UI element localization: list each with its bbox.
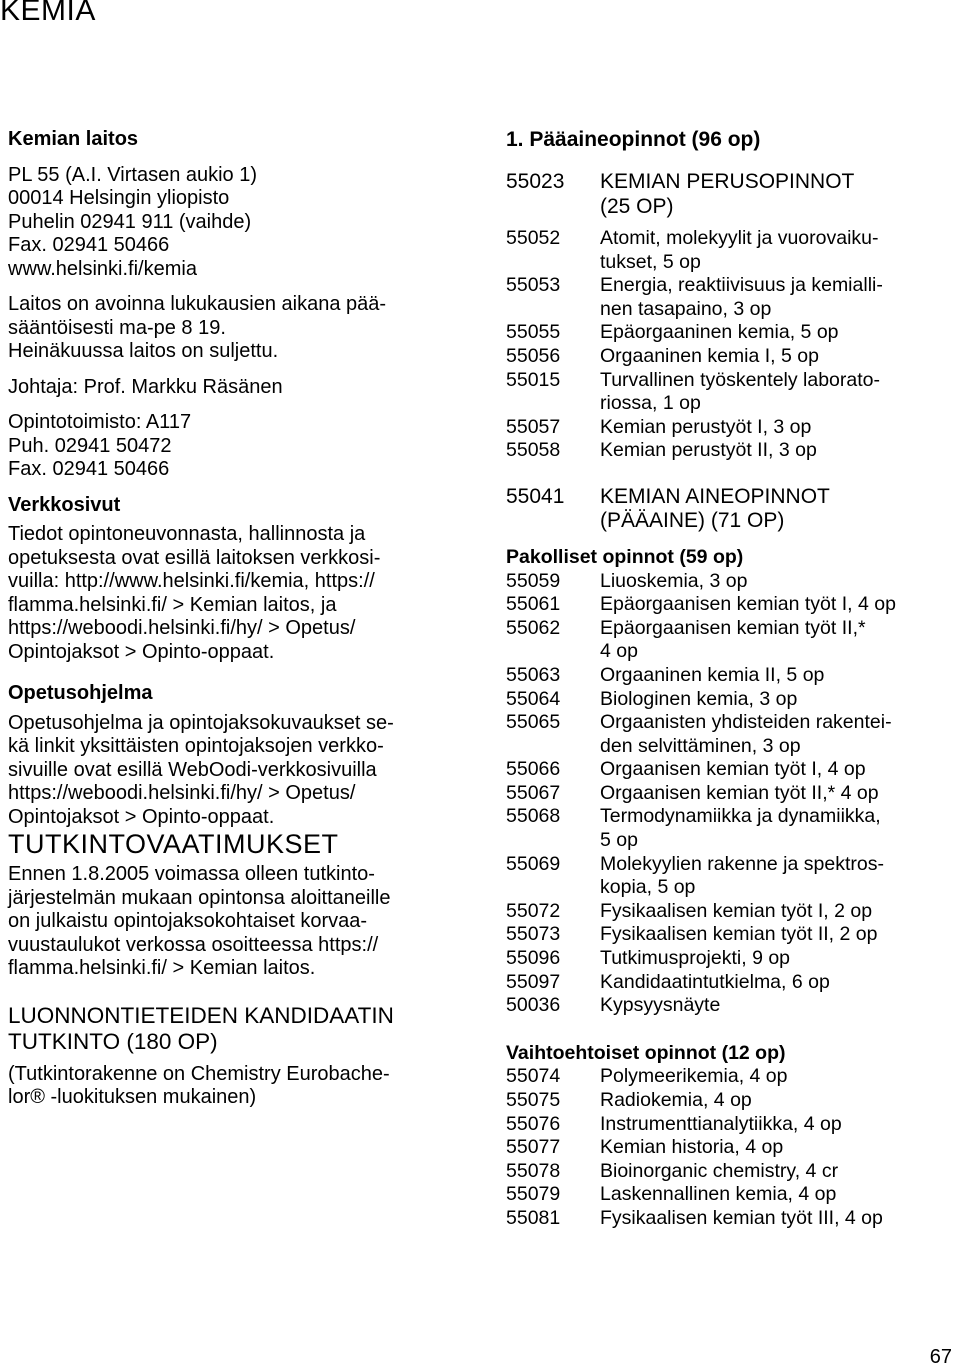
course-name-line: 5 op [600,829,638,852]
course-name [600,321,958,345]
degree-note-line: (Tutkintorakenne on Chemistry Eurobache- [8,1062,390,1085]
course-row [506,1113,958,1137]
course-name [600,170,854,219]
course-name-line: Kemian historia, 4 op [600,1136,784,1159]
course-name-line: Kemian perustyöt II, 3 op [600,439,817,462]
course-name-line: Fysikaalisen kemian työt II, 2 op [600,923,878,946]
curriculum-text-line: kä linkit yksittäisten opintojaksojen verkko- [8,735,384,757]
course-name [600,923,958,947]
degree-note [8,1063,463,1110]
department-info [8,128,463,1110]
office-phone: Puh. 02941 50472 [8,434,172,457]
website-link[interactable]: www.helsinki.fi/kemia [8,257,197,280]
course-name [600,345,958,369]
course-name-line: Termodynamiikka ja dynamiikka, [600,805,881,828]
course-name-line: Molekyylien rakenne ja spektros- [600,852,884,875]
course-row [506,369,958,416]
course-name-line: kopia, 5 op [600,876,696,899]
course-row [506,900,958,924]
course-name [600,1160,958,1184]
director-line: Johtaja: Prof. Markku Räsänen [8,375,283,398]
course-name [600,805,958,852]
opening-line: Laitos on avoinna lukukausien aikana pää- [8,293,387,315]
office-line: Opintotoimisto: A117 [8,411,192,433]
course-name-line: Instrumenttianalytiikka, 4 op [600,1112,842,1135]
course-name [600,1113,958,1137]
course-name [600,688,958,712]
course-row [506,782,958,806]
office-fax: Fax. 02941 50466 [8,458,170,480]
web-text [8,523,463,664]
course-name [600,971,958,995]
course-name-line: Fysikaalisen kemian työt I, 2 op [600,899,873,922]
optional-title: Vaihtoehtoiset opinnot (12 op) [506,1041,786,1064]
web-title: Verkkosivut [8,493,121,516]
course-name-line: Energia, reaktiivisuus ja kemialli- [600,274,883,297]
curriculum-text-line: https://weboodi.helsinki.fi/hy/ > Opetus/ [8,782,356,804]
mandatory-title: Pakolliset opinnot (59 op) [506,545,744,568]
course-code: 55078 [506,1159,561,1182]
course-row [506,345,958,369]
course-code: 55069 [506,852,561,875]
course-name [600,1089,958,1113]
course-name [600,1065,958,1089]
course-name [600,664,958,688]
mandatory-courses-list [506,570,958,1018]
course-code: 55076 [506,1112,561,1135]
course-name [600,853,958,900]
course-code: 55062 [506,616,561,639]
course-name-line: Epäorgaanisen kemian työt I, 4 op [600,593,896,616]
course-code: 55041 [506,484,565,508]
course-name [600,947,958,971]
optional-courses-list [506,1065,958,1230]
course-name-line: nen tasapaino, 3 op [600,297,772,320]
course-name-line: tukset, 5 op [600,250,701,273]
course-name [600,274,958,321]
course-code: 55064 [506,687,561,710]
course-code: 55061 [506,593,561,616]
degree-title-line: TUTKINTO (180 OP) [8,1028,218,1054]
course-row [506,617,958,664]
course-name-line: Kypsyysnäyte [600,994,721,1017]
course-name-line: Epäorgaaninen kemia, 5 op [600,321,839,344]
curriculum-text [8,712,463,830]
course-row [506,593,958,617]
course-name-line: Biologinen kemia, 3 op [600,687,798,710]
page-header: KEMIA [0,0,96,27]
course-name [600,485,830,534]
intermediate-studies-block [506,485,958,534]
course-code: 55058 [506,439,561,462]
requirements-text-line: järjestelmän mukaan opintonsa aloittaneille [8,886,391,909]
course-name-line: Tutkimusprojekti, 9 op [600,947,791,970]
curriculum-text-line: Opetusohjelma ja opintojaksokuvaukset se- [8,711,394,734]
course-code: 55015 [506,368,561,391]
course-code: 55081 [506,1206,561,1229]
curriculum-text-line: Opintojaksot > Opinto-oppaat. [8,805,275,828]
course-name [600,994,958,1018]
curriculum-text-line: sivuille ovat esillä WebOodi-verkkosivuilla [8,758,377,781]
course-row [506,971,958,995]
course-name-line: Polymeerikemia, 4 op [600,1065,788,1088]
curriculum-title: Opetusohjelma [8,682,153,704]
opening-line: sääntöisesti ma-pe 8 19. [8,316,226,339]
course-name-line: KEMIAN AINEOPINNOT [600,484,830,508]
course-name-line: Orgaanisten yhdisteiden rakentei- [600,711,892,734]
basic-courses-list [506,227,958,463]
course-name [600,782,958,806]
course-row [506,947,958,971]
requirements-text-line: Ennen 1.8.2005 voimassa olleen tutkinto- [8,863,375,885]
course-name-line: Orgaaninen kemia II, 5 op [600,663,825,686]
phone-line: Puhelin 02941 911 (vaihde) [8,210,252,233]
course-code: 55023 [506,170,565,193]
course-name [600,1136,958,1160]
department-title: Kemian laitos [8,128,139,150]
course-code: 55077 [506,1136,561,1159]
course-name-line: Fysikaalisen kemian työt III, 4 op [600,1206,883,1229]
course-code: 55068 [506,805,561,828]
course-name-line: (25 OP) [600,194,674,218]
course-name-line: Liuoskemia, 3 op [600,569,748,592]
course-code: 55055 [506,321,561,344]
course-row [506,439,958,463]
course-name-line: Orgaanisen kemian työt I, 4 op [600,758,866,781]
right-column [506,128,958,1231]
course-code: 55079 [506,1183,561,1206]
course-row [506,853,958,900]
requirements-title: TUTKINTOVAATIMUKSET [8,829,339,859]
course-name [600,711,958,758]
web-text-line: flamma.helsinki.fi/ > Kemian laitos, ja [8,593,337,616]
course-row [506,1183,958,1207]
course-name [600,593,958,617]
course-name-line: Radiokemia, 4 op [600,1089,752,1111]
course-row [506,1207,958,1231]
course-row [506,923,958,947]
course-name-line: KEMIAN PERUSOPINNOT [600,170,855,193]
course-code: 55056 [506,344,561,367]
opening-line: Heinäkuussa laitos on suljettu. [8,340,279,362]
course-name [600,570,958,594]
course-name [600,227,958,274]
course-name-line: Atomit, molekyylit ja vuorovaiku- [600,227,879,249]
course-row [506,664,958,688]
course-row [506,688,958,712]
course-name [600,758,958,782]
course-code: 55067 [506,781,561,804]
course-name [600,369,958,416]
course-row [506,1160,958,1184]
requirements-text [8,863,463,981]
course-name-line: (PÄÄAINE) (71 OP) [600,509,785,533]
course-row [506,274,958,321]
web-text-line: vuilla: http://www.helsinki.fi/kemia, https:// [8,570,375,592]
address-line: 00014 Helsingin yliopisto [8,187,230,209]
course-row [506,227,958,274]
course-name [600,439,958,463]
course-row [506,1136,958,1160]
course-code: 55059 [506,569,561,592]
course-row [506,1089,958,1113]
course-name-line: 4 op [600,640,638,663]
course-name [600,1183,958,1207]
course-row [506,805,958,852]
course-code: 55063 [506,663,561,686]
course-code: 55072 [506,899,561,922]
course-code: 55074 [506,1065,561,1088]
course-row [506,1065,958,1089]
web-text-line: Opintojaksot > Opinto-oppaat. [8,640,275,663]
course-name [600,1207,958,1231]
course-code: 55057 [506,415,561,438]
course-name-line: Laskennallinen kemia, 4 op [600,1183,837,1206]
basic-studies-block [506,170,958,219]
course-row [506,758,958,782]
course-name [600,900,958,924]
course-row [506,570,958,594]
requirements-text-line: flamma.helsinki.fi/ > Kemian laitos. [8,957,316,979]
course-code: 55097 [506,970,561,993]
requirements-text-line: on julkaistu opintojaksokohtaiset korvaa- [8,910,368,932]
course-code: 55065 [506,711,561,734]
web-text-line: https://weboodi.helsinki.fi/hy/ > Opetus/ [8,617,356,639]
web-text-line: opetuksesta ovat esillä laitoksen verkkosi- [8,546,381,569]
web-text-line: Tiedot opintoneuvonnasta, hallinnosta ja [8,523,366,545]
degree-title [8,1003,463,1055]
course-name-line: Bioinorganic chemistry, 4 cr [600,1159,839,1182]
course-code: 55096 [506,947,561,970]
course-row [506,994,958,1018]
course-name [600,617,958,664]
course-row [506,416,958,440]
course-name-line: Turvallinen työskentely laborato- [600,368,880,391]
page-number: 67 [929,1346,952,1368]
course-code: 55053 [506,274,561,297]
course-row [506,711,958,758]
course-name-line: Orgaanisen kemian työt II,* 4 op [600,781,879,804]
major-studies-title: 1. Pääaineopinnot (96 op) [506,128,761,151]
course-name [600,416,958,440]
course-code: 55066 [506,758,561,781]
course-code: 55073 [506,923,561,946]
requirements-text-line: vuustaulukot verkossa osoitteessa https:// [8,933,379,956]
course-code: 55075 [506,1089,561,1111]
fax-line: Fax. 02941 50466 [8,234,170,256]
course-name-line: Epäorgaanisen kemian työt II,* [600,616,866,639]
course-name-line: den selvittäminen, 3 op [600,734,801,757]
address-line: PL 55 (A.I. Virtasen aukio 1) [8,163,258,186]
course-name-line: Orgaaninen kemia I, 5 op [600,344,819,367]
course-name-line: Kemian perustyöt I, 3 op [600,415,812,438]
degree-title-line: LUONNONTIETEIDEN KANDIDAATIN [8,1002,394,1028]
course-code: 55052 [506,227,561,249]
left-column [8,128,463,1110]
course-name-line: Kandidaatintutkielma, 6 op [600,970,830,993]
course-name-line: riossa, 1 op [600,392,701,415]
course-code: 50036 [506,994,561,1017]
course-row [506,321,958,345]
degree-note-line: lor® -luokituksen mukainen) [8,1086,257,1108]
